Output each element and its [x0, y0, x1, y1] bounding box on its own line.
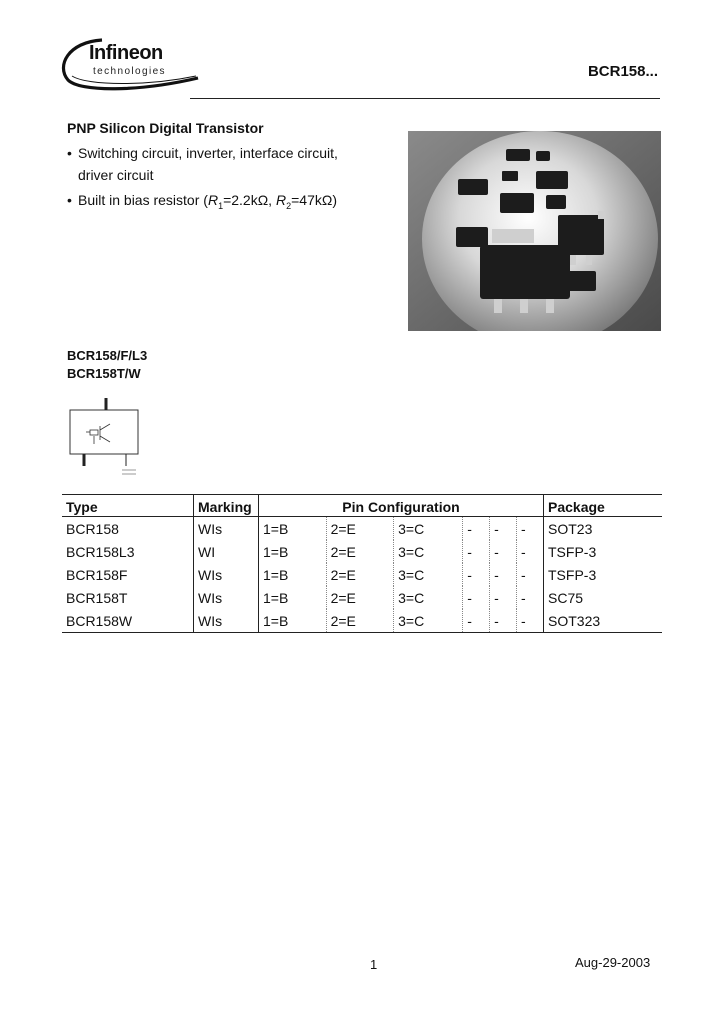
schematic-diagram: [66, 396, 146, 480]
infineon-logo: [58, 36, 208, 92]
variant-label: BCR158/F/L3: [67, 348, 148, 363]
header-marking: Marking: [194, 495, 259, 517]
cell-pin-1: 1=B: [259, 586, 327, 609]
header-rule: [190, 98, 660, 99]
cell-pin-6: -: [517, 586, 544, 609]
cell-pin-6: -: [517, 609, 544, 633]
cell-pin-3: 3=C: [394, 586, 463, 609]
cell-pin-2: 2=E: [326, 563, 394, 586]
cell-pin-3: 3=C: [394, 540, 463, 563]
cell-marking: WIs: [194, 563, 259, 586]
cell-marking: WI: [194, 540, 259, 563]
cell-pin-4: -: [463, 586, 490, 609]
cell-pin-2: 2=E: [326, 517, 394, 541]
cell-pin-2: 2=E: [326, 540, 394, 563]
bullet-icon: •: [67, 145, 72, 161]
cell-pin-6: -: [517, 540, 544, 563]
cell-pin-5: -: [490, 540, 517, 563]
r2-symbol: R: [275, 192, 287, 208]
cell-pin-4: -: [463, 517, 490, 541]
header-pin-configuration: Pin Configuration: [259, 495, 544, 517]
cell-type: BCR158L3: [66, 544, 135, 560]
cell-pin-5: -: [490, 517, 517, 541]
brand-name: Infineon: [89, 42, 163, 64]
cell-marking: WIs: [194, 517, 259, 541]
brand-sub: technologies: [93, 66, 166, 77]
cell-pin-3: 3=C: [394, 563, 463, 586]
cell-type: BCR158: [66, 521, 119, 537]
cell-type: BCR158T: [66, 590, 128, 606]
package-photo: [408, 131, 661, 331]
variant-label: BCR158T/W: [67, 366, 141, 381]
cell-pin-5: -: [490, 563, 517, 586]
table-row: [62, 563, 662, 586]
cell-package: SC75: [544, 586, 663, 609]
cell-type: BCR158F: [66, 567, 128, 583]
cell-pin-3: 3=C: [394, 517, 463, 541]
cell-pin-2: 2=E: [326, 586, 394, 609]
cell-pin-1: 1=B: [259, 563, 327, 586]
cell-pin-6: -: [517, 517, 544, 541]
table-row: [62, 609, 662, 633]
header-type: Type: [62, 495, 194, 517]
table-header-row: [62, 495, 662, 517]
cell-pin-1: 1=B: [259, 540, 327, 563]
r2-value: =47kΩ): [291, 192, 337, 208]
cell-type: BCR158W: [62, 609, 194, 633]
cell-marking: WIs: [194, 609, 259, 633]
bullet-icon: •: [67, 192, 72, 208]
cell-pin-4: -: [463, 609, 490, 633]
feature-item: [67, 142, 338, 186]
cell-package: TSFP-3: [544, 540, 663, 563]
cell-pin-1: 1=B: [259, 517, 327, 541]
cell-package: TSFP-3: [544, 563, 663, 586]
pin-configuration-table: [62, 494, 662, 633]
feature-item: [67, 189, 337, 217]
header-package: Package: [544, 495, 663, 517]
cell-pin-4: -: [463, 540, 490, 563]
cell-pin-3: 3=C: [394, 609, 463, 633]
r2-subscript: 2: [286, 200, 292, 211]
r1-symbol: R: [207, 192, 219, 208]
page-number: 1: [370, 957, 378, 972]
feature-line: driver circuit: [78, 167, 154, 183]
table-row: [62, 540, 662, 563]
document-code: BCR158...: [587, 63, 658, 80]
feature-line: Switching circuit, inverter, interface circuit,: [78, 145, 338, 161]
product-title: PNP Silicon Digital Transistor: [67, 120, 264, 136]
r1-value: =2.2kΩ,: [223, 192, 276, 208]
table-row: [62, 517, 662, 541]
cell-marking: WIs: [194, 586, 259, 609]
cell-package: SOT323: [544, 609, 663, 633]
cell-pin-6: -: [517, 563, 544, 586]
cell-pin-2: 2=E: [326, 609, 394, 633]
cell-pin-5: -: [490, 609, 517, 633]
bias-prefix: Built in bias resistor (: [78, 192, 208, 208]
cell-pin-5: -: [490, 586, 517, 609]
cell-package: SOT23: [544, 517, 663, 541]
cell-pin-4: -: [463, 563, 490, 586]
r1-subscript: 1: [218, 200, 224, 211]
table-row: [62, 586, 662, 609]
cell-pin-1: 1=B: [259, 609, 327, 633]
document-date: Aug-29-2003: [575, 955, 651, 970]
